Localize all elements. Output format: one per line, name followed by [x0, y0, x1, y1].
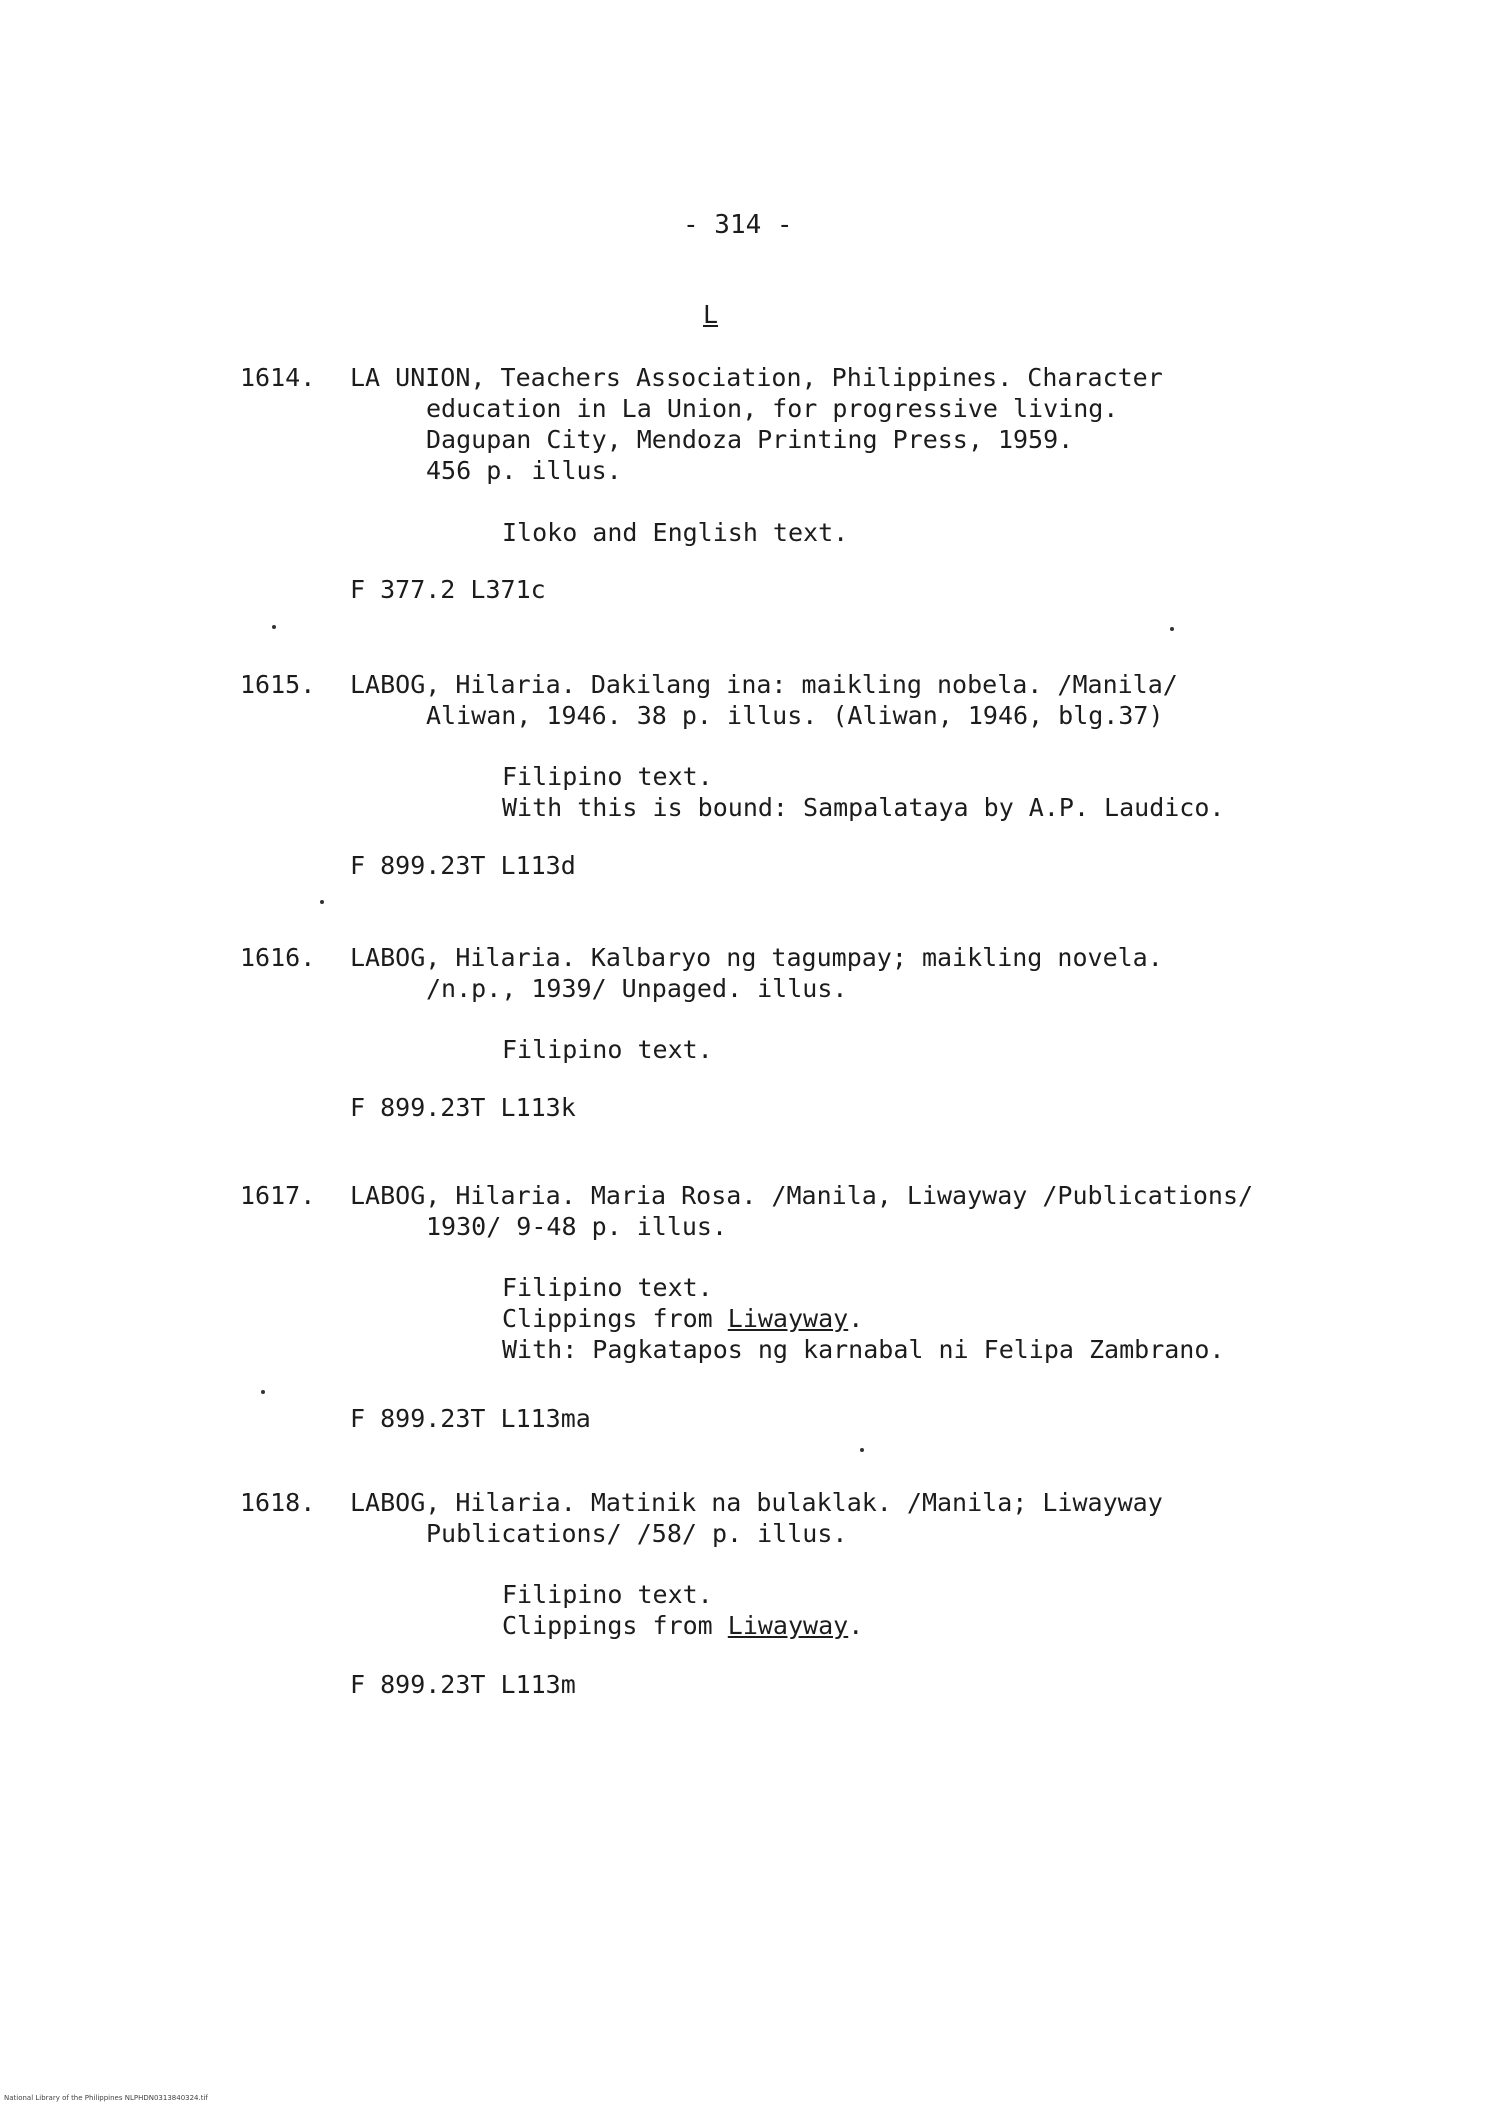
scan-speck	[272, 625, 276, 629]
note-line: With this is bound: Sampalataya by A.P. Laudico.	[502, 793, 1225, 822]
entry-notes	[502, 1034, 713, 1065]
call-number: F 377.2 L371c	[350, 575, 546, 604]
note-line	[502, 1303, 1224, 1334]
citation-line: LABOG, Hilaria. Kalbaryo ng tagumpay; maikling novela.	[350, 943, 1163, 972]
citation-line: education in La Union, for progressive living.	[426, 394, 1119, 423]
entry-citation	[350, 362, 1163, 486]
call-number: F 899.23T L113d	[350, 851, 576, 880]
citation-line: 1930/ 9-48 p. illus.	[426, 1212, 728, 1241]
entry-number: 1617.	[240, 1181, 316, 1210]
call-number: F 899.23T L113m	[350, 1670, 576, 1699]
note-line: Filipino text.	[502, 1035, 713, 1064]
entry-number: 1618.	[240, 1488, 316, 1517]
note-text: .	[848, 1611, 864, 1640]
entry-citation	[350, 669, 1178, 731]
note-line: Filipino text.	[502, 1580, 713, 1609]
serial-title: Liwayway	[727, 1304, 849, 1333]
section-letter: L	[703, 300, 719, 329]
note-line	[502, 1610, 863, 1641]
note-text: .	[848, 1304, 864, 1333]
page-number: - 314 -	[683, 210, 793, 240]
citation-line: 456 p. illus.	[426, 456, 622, 485]
citation-line: Publications/ /58/ p. illus.	[426, 1519, 848, 1548]
entry-notes	[502, 1272, 1224, 1365]
scan-speck	[1170, 627, 1174, 631]
call-number: F 899.23T L113k	[350, 1093, 576, 1122]
citation-line: /n.p., 1939/ Unpaged. illus.	[426, 974, 848, 1003]
citation-line: LA UNION, Teachers Association, Philippines. Character	[350, 363, 1163, 392]
serial-title: Liwayway	[727, 1611, 849, 1640]
entry-citation	[350, 1487, 1163, 1549]
call-number: F 899.23T L113ma	[350, 1404, 591, 1433]
citation-line: Aliwan, 1946. 38 p. illus. (Aliwan, 1946, blg.37)	[426, 701, 1164, 730]
citation-line: LABOG, Hilaria. Maria Rosa. /Manila, Liwayway /Publications/	[350, 1181, 1254, 1210]
citation-line: Dagupan City, Mendoza Printing Press, 1959.	[426, 425, 1074, 454]
scan-speck	[320, 900, 324, 904]
scan-speck	[860, 1448, 864, 1452]
entry-number: 1615.	[240, 670, 316, 699]
scan-speck	[261, 1390, 265, 1394]
note-text: Clippings from	[502, 1304, 728, 1333]
entry-notes	[502, 761, 1224, 823]
entry-citation	[350, 942, 1163, 1004]
note-line: With: Pagkatapos ng karnabal ni Felipa Zambrano.	[502, 1335, 1225, 1364]
citation-line: LABOG, Hilaria. Dakilang ina: maikling nobela. /Manila/	[350, 670, 1178, 699]
note-line: Filipino text.	[502, 1273, 713, 1302]
note-line: Filipino text.	[502, 762, 713, 791]
entry-number: 1616.	[240, 943, 316, 972]
note-line: Iloko and English text.	[502, 518, 849, 547]
note-text: Clippings from	[502, 1611, 728, 1640]
entry-notes	[502, 1579, 863, 1641]
entry-citation	[350, 1180, 1253, 1242]
entry-notes	[502, 517, 848, 548]
entry-number: 1614.	[240, 363, 316, 392]
scan-footer: National Library of the Philippines NLPHDN0313840324.tif	[4, 2094, 208, 2102]
citation-line: LABOG, Hilaria. Matinik na bulaklak. /Manila; Liwayway	[350, 1488, 1163, 1517]
